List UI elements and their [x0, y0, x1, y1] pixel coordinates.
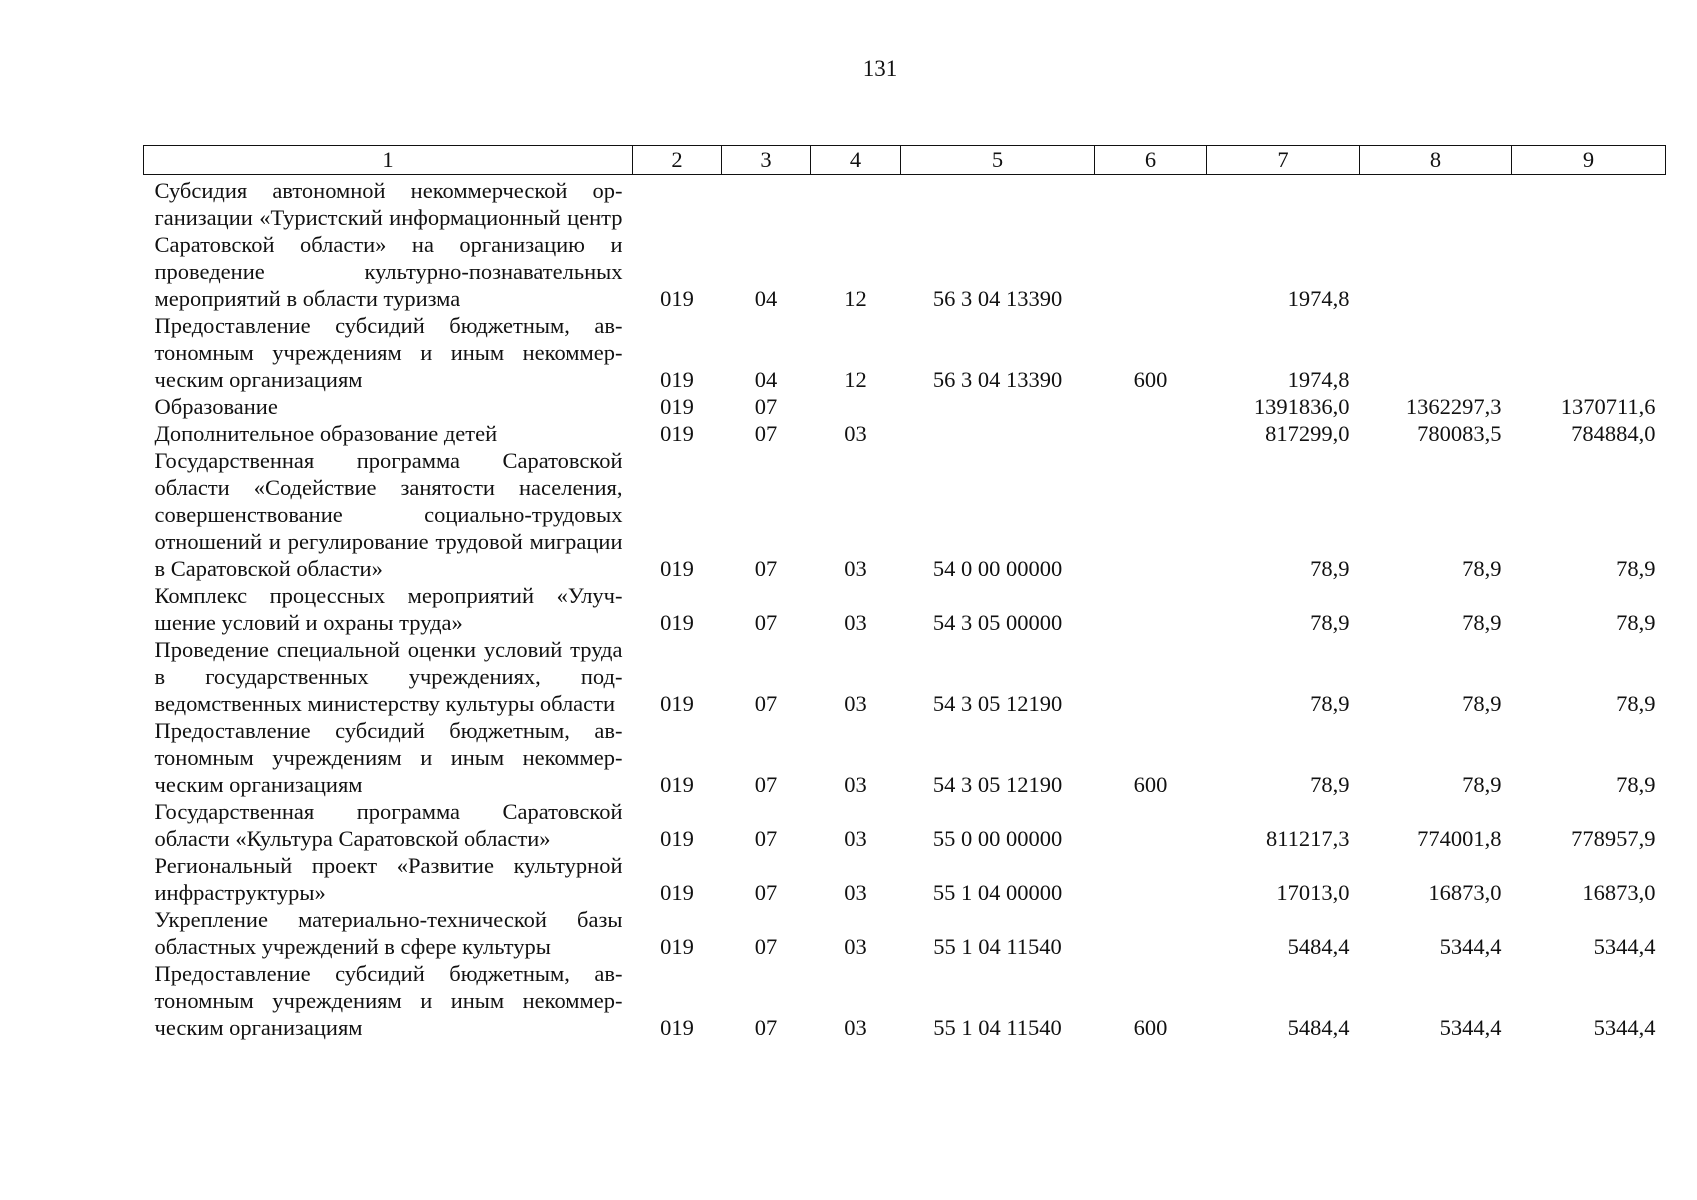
- item-name: Комплекс процессных мероприятий «Улучшение условий и охраны труда»: [154, 583, 623, 635]
- subsection-code: 03: [844, 421, 867, 446]
- amount-col-7: 5484,4: [1287, 934, 1350, 959]
- target-article-code: 55 1 04 11540: [933, 934, 1062, 959]
- page-number: 131: [862, 56, 898, 81]
- item-name: Образование: [154, 394, 278, 419]
- target-article-code: 56 3 04 13390: [932, 367, 1063, 392]
- section-code: 07: [754, 691, 778, 716]
- ministry-code: 019: [660, 421, 694, 446]
- expense-type-code: [1095, 420, 1207, 447]
- amount-col-7: 1974,8: [1287, 367, 1350, 392]
- amount-col-8: 78,9: [1462, 772, 1502, 797]
- ministry-code: 019: [660, 367, 694, 392]
- ministry-code: 019: [660, 772, 694, 797]
- amount-col-7: 78,9: [1310, 691, 1350, 716]
- item-name: Предоставление субсидий бюджетным, автономным учреждениям и иным некоммерческим организациям: [154, 313, 623, 392]
- target-article-code: 56 3 04 13390: [932, 286, 1063, 311]
- amount-col-9: 778957,9: [1571, 826, 1656, 851]
- header-cell-7: 7: [1207, 146, 1360, 175]
- target-article-code: 54 0 00 00000: [932, 556, 1063, 581]
- ministry-code: 019: [660, 691, 694, 716]
- amount-col-8: 5344,4: [1439, 1015, 1502, 1040]
- subsection-code: 03: [844, 691, 867, 716]
- item-name: Предоставление субсидий бюджетным, автономным учреждениям и иным некоммерческим организациям: [154, 718, 623, 797]
- ministry-code: 019: [660, 394, 694, 419]
- table-row: [144, 960, 1666, 1041]
- ministry-code: 019: [660, 556, 694, 581]
- item-name: Проведение специальной оценки условий труда в государственных учреждениях, подведомственных министерству культуры области: [154, 637, 623, 716]
- table-row: [144, 798, 1666, 852]
- table-row: [144, 636, 1666, 717]
- amount-col-7: 1391836,0: [1253, 394, 1350, 419]
- amount-col-8: 5344,4: [1439, 934, 1502, 959]
- section-code: 04: [754, 367, 778, 392]
- amount-col-7: 17013,0: [1276, 880, 1350, 905]
- table-row: [144, 447, 1666, 582]
- subsection-code: 03: [844, 880, 867, 905]
- ministry-code: 019: [660, 934, 694, 959]
- table-row: [144, 906, 1666, 960]
- ministry-code: 019: [660, 286, 694, 311]
- amount-col-9: 1370711,6: [1560, 394, 1656, 419]
- amount-col-9: [1512, 312, 1666, 393]
- subsection-code: 12: [844, 367, 867, 392]
- header-cell-1: 1: [144, 146, 633, 175]
- item-name: Субсидия автономной некоммерческой организации «Туристский информационный центр Саратовской области» на организацию и проведение культурно-познавательных мероприятий в области туризма: [154, 178, 623, 311]
- amount-col-9: 78,9: [1616, 772, 1656, 797]
- target-article-code: [901, 393, 1095, 420]
- amount-col-7: 78,9: [1310, 772, 1350, 797]
- amount-col-8: 1362297,3: [1405, 394, 1502, 419]
- section-code: 07: [754, 772, 778, 797]
- target-article-code: 54 3 05 00000: [932, 610, 1063, 635]
- amount-col-8: 78,9: [1462, 691, 1502, 716]
- subsection-code: 03: [844, 772, 867, 797]
- item-name: Государственная программа Саратовской области «Культура Саратовской области»: [154, 799, 623, 851]
- table-row: [144, 393, 1666, 420]
- amount-col-9: 78,9: [1616, 556, 1656, 581]
- expense-type-code: [1095, 906, 1207, 960]
- column-number-header: [144, 146, 1666, 175]
- ministry-code: 019: [660, 1015, 694, 1040]
- expense-type-code: [1095, 636, 1207, 717]
- ministry-code: 019: [660, 826, 694, 851]
- amount-col-8: [1360, 312, 1512, 393]
- amount-col-8: 78,9: [1462, 610, 1502, 635]
- section-code: 07: [754, 610, 778, 635]
- amount-col-7: 5484,4: [1287, 1015, 1350, 1040]
- table-row: [144, 175, 1666, 313]
- item-name: Укрепление материально-технической базы областных учреждений в сфере культуры: [154, 907, 623, 959]
- header-cell-3: 3: [722, 146, 811, 175]
- section-code: 07: [754, 826, 778, 851]
- section-code: 07: [754, 880, 778, 905]
- target-article-code: 55 1 04 00000: [932, 880, 1063, 905]
- header-cell-6: 6: [1095, 146, 1207, 175]
- item-name: Предоставление субсидий бюджетным, автономным учреждениям и иным некоммерческим организациям: [154, 961, 623, 1040]
- expense-type-code: 600: [1133, 367, 1168, 392]
- table-row: [144, 717, 1666, 798]
- header-cell-2: 2: [633, 146, 722, 175]
- amount-col-7: 817299,0: [1265, 421, 1350, 446]
- target-article-code: 55 0 00 00000: [932, 826, 1063, 851]
- section-code: 07: [754, 934, 778, 959]
- amount-col-9: 78,9: [1616, 691, 1656, 716]
- budget-table: [143, 145, 1666, 1041]
- amount-col-9: [1512, 175, 1666, 313]
- subsection-code: 12: [844, 286, 867, 311]
- amount-col-7: 1974,8: [1287, 286, 1350, 311]
- section-code: 07: [754, 421, 778, 446]
- header-cell-9: 9: [1512, 146, 1666, 175]
- amount-col-9: 78,9: [1616, 610, 1656, 635]
- section-code: 07: [754, 556, 778, 581]
- header-cell-5: 5: [901, 146, 1095, 175]
- target-article-code: 54 3 05 12190: [932, 772, 1063, 797]
- header-cell-4: 4: [811, 146, 901, 175]
- expense-type-code: [1095, 393, 1207, 420]
- header-cell-8: 8: [1360, 146, 1512, 175]
- amount-col-9: 16873,0: [1582, 880, 1656, 905]
- subsection-code: [811, 393, 901, 420]
- section-code: 07: [754, 1015, 778, 1040]
- item-name: Дополнительное образование детей: [154, 421, 498, 446]
- expense-type-code: [1095, 582, 1207, 636]
- table-row: [144, 420, 1666, 447]
- expense-type-code: [1095, 175, 1207, 313]
- target-article-code: [901, 420, 1095, 447]
- amount-col-8: [1360, 175, 1512, 313]
- expense-type-code: [1095, 798, 1207, 852]
- expense-type-code: [1095, 447, 1207, 582]
- item-name: Государственная программа Саратовской области «Содействие занятости населения, совершенствование социально-трудовых отношений и регулирование трудовой миграции в Саратовской области»: [154, 448, 623, 581]
- amount-col-7: 78,9: [1310, 610, 1350, 635]
- section-code: 07: [754, 394, 778, 419]
- item-name: Региональный проект «Развитие культурной инфраструктуры»: [154, 853, 623, 905]
- subsection-code: 03: [844, 934, 867, 959]
- section-code: 04: [754, 286, 778, 311]
- subsection-code: 03: [844, 556, 867, 581]
- subsection-code: 03: [844, 1015, 867, 1040]
- expense-type-code: 600: [1133, 1015, 1168, 1040]
- expense-type-code: [1095, 852, 1207, 906]
- amount-col-8: 78,9: [1462, 556, 1502, 581]
- table-row: [144, 852, 1666, 906]
- target-article-code: 55 1 04 11540: [933, 1015, 1062, 1040]
- ministry-code: 019: [660, 880, 694, 905]
- amount-col-8: 780083,5: [1417, 421, 1502, 446]
- amount-col-7: 78,9: [1310, 556, 1350, 581]
- table-row: [144, 582, 1666, 636]
- ministry-code: 019: [660, 610, 694, 635]
- amount-col-7: 811217,3: [1265, 826, 1350, 851]
- target-article-code: 54 3 05 12190: [932, 691, 1063, 716]
- table-row: [144, 312, 1666, 393]
- amount-col-8: 16873,0: [1428, 880, 1502, 905]
- expense-type-code: 600: [1133, 772, 1168, 797]
- subsection-code: 03: [844, 610, 867, 635]
- amount-col-9: 5344,4: [1593, 1015, 1656, 1040]
- amount-col-8: 774001,8: [1417, 826, 1502, 851]
- subsection-code: 03: [844, 826, 867, 851]
- amount-col-9: 5344,4: [1593, 934, 1656, 959]
- amount-col-9: 784884,0: [1571, 421, 1656, 446]
